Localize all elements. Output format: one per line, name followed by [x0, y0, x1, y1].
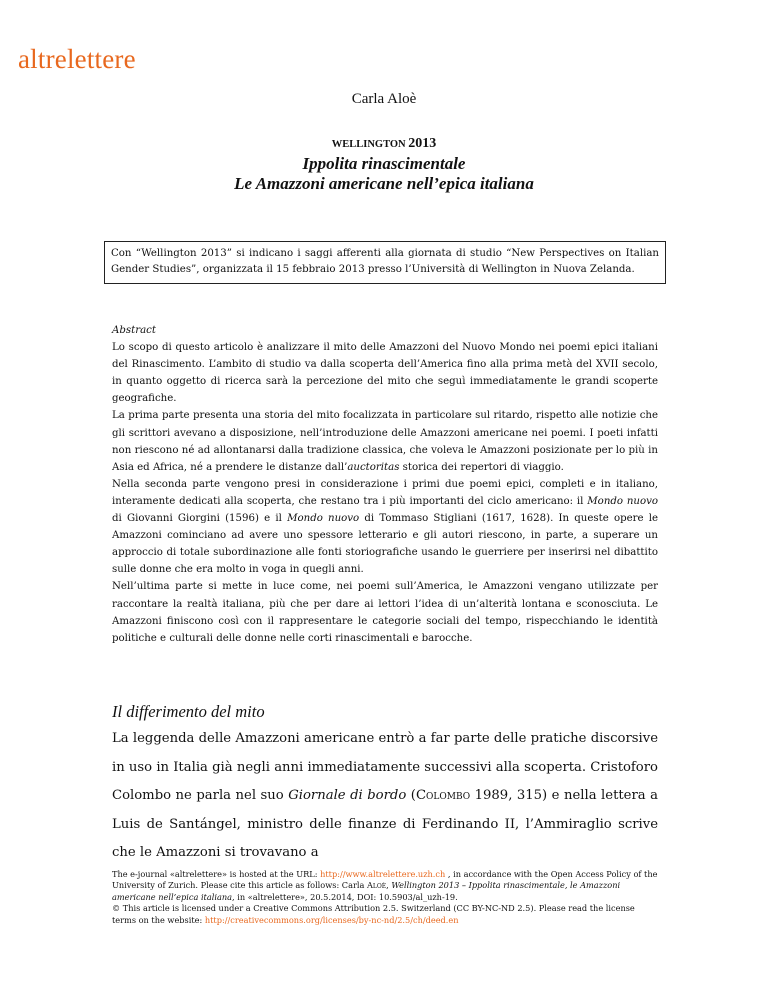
journal-logo: altrelettere — [18, 44, 136, 74]
journal-url-link[interactable]: http://www.altrelettere.uzh.ch — [320, 869, 446, 879]
footer-license — [112, 903, 658, 926]
footer-text-b: , in accordance with the Open Access Policy of the University of Zurich. Please cite this article as follows: Carla — [112, 869, 658, 891]
body-work-title: Giornale di bordo — [288, 788, 407, 803]
footer-citation — [112, 869, 658, 903]
abstract-p3-work-1: Mondo nuovo — [587, 495, 658, 507]
abstract-paragraph-3 — [112, 476, 658, 579]
series-year: 2013 — [408, 136, 437, 151]
body-text-c: 1989, 315) e nella lettera a Luis de Santángel, ministro delle finanze di Ferdinando II, l’Ammiraglio scrive che le Amazzoni si trovavano a — [112, 788, 658, 860]
abstract-paragraph-4: Nell’ultima parte si mette in luce come, nei poemi sull’America, le Amazzoni vengano utilizzate per raccontare la realtà italiana, più che per dare ai lettori l’idea di un’alterità lontana e sconosciuta. Le Amazzoni finiscono così con il rappresentare le categorie sociali del tempo, rispecchiando le identità politiche e culturali delle donne nelle corti rinascimentali e barocche. — [112, 581, 658, 644]
abstract-p2-text-b: storica dei repertori di viaggio. — [399, 461, 564, 473]
abstract-paragraph-2 — [112, 407, 658, 475]
body-paragraph — [112, 725, 658, 868]
abstract-p3-work-2: Mondo nuovo — [287, 513, 360, 525]
title-line-2: Le Amazzoni americane nell’epica italiana — [234, 174, 534, 193]
abstract-p3-text-b: di Giovanni Giorgini (1596) e il — [112, 513, 288, 525]
footer-text-a: The e-journal «altrelettere» is hosted at the URL: — [112, 869, 321, 879]
series-label — [0, 136, 768, 152]
abstract-p3-text-c: di Tommaso Stigliani (1617, 1628). In queste opere le Amazzoni cominciano ad avere uno spessore letterario e gli autori riescono, in parte, a superare un approccio di totale subordinazione alle fonti storiografiche usando le guerriere per inserirsi nel dibattito sulle donne che era molto in voga in quegli anni. — [112, 513, 658, 576]
abstract-p2-italic: auctoritas — [347, 461, 400, 473]
abstract-paragraph-1: Lo scopo di questo articolo è analizzare il mito delle Amazzoni del Nuovo Mondo nei poemi epici italiani del Rinascimento. L’ambito di studio va dalla scoperta dell’America fino alla prima metà del XVII secolo, in quanto oggetto di ricerca sarà la percezione del mito che seguì immediatamente le grandi scoperte geografiche. — [112, 342, 658, 405]
series-name: WELLINGTON — [331, 139, 406, 150]
footer-text-d: , in «altrelettere», 20.5.2014, DOI: 10.5903/al_uzh-19. — [232, 891, 458, 902]
section-heading: Il differimento del mito — [112, 702, 265, 721]
author-name: Carla Aloè — [351, 91, 417, 107]
footer-text-c: , — [386, 880, 392, 891]
footer-license-text: © This article is licensed under a Creative Commons Attribution 2.5. Switzerland (CC BY-NC-ND 2.5). Please read the license terms on the website: — [112, 903, 635, 925]
abstract-label: Abstract — [112, 325, 156, 336]
body-citation-name: Colombo — [415, 788, 471, 803]
page-footer — [112, 869, 658, 926]
abstract-p2-text-a: La prima parte presenta una storia del mito focalizzata in particolare sul ritardo, rispetto alle notizie che gli scrittori avevano a disposizione, nell’introduzione delle Amazzoni americane nei poemi. I poeti infatti non riescono né ad allontanarsi dalla tradizione classica, che voleva le Amazzoni posizionate per lo più in Asia ed Africa, né a prendere le distanze dall’ — [112, 410, 658, 473]
footer-citation-title: Wellington 2013 – Ippolita rinascimentale, le Amazzoni americane nell’epica italiana — [112, 880, 621, 902]
abstract-p3-text-a: Nella seconda parte vengono presi in considerazione i primi due poemi epici, completi e in italiano, interamente dedicati alla scoperta, che restano tra i più importanti del ciclo americano: il — [112, 478, 658, 507]
abstract-section — [112, 322, 658, 647]
license-url-link[interactable]: http://creativecommons.org/licenses/by-nc-nd/2.5/ch/deed.en — [204, 914, 459, 925]
footer-citation-surname: Aloè — [366, 880, 387, 891]
body-text-a: La leggenda delle Amazzoni americane entrò a far parte delle pratiche discorsive in uso in Italia già negli anni immediatamente successivi alla scoperta. Cristoforo Colombo ne parla nel suo — [112, 731, 658, 803]
body-text-b: ( — [406, 788, 416, 803]
article-title — [0, 154, 768, 194]
body-text — [112, 725, 658, 868]
series-note-box: Con “Wellington 2013” si indicano i saggi afferenti alla giornata di studio “New Perspectives on Italian Gender Studies”, organizzata il 15 febbraio 2013 presso l’Università di Wellington in Nuova Zelanda. — [104, 241, 666, 284]
title-line-1: Ippolita rinascimentale — [302, 154, 466, 173]
